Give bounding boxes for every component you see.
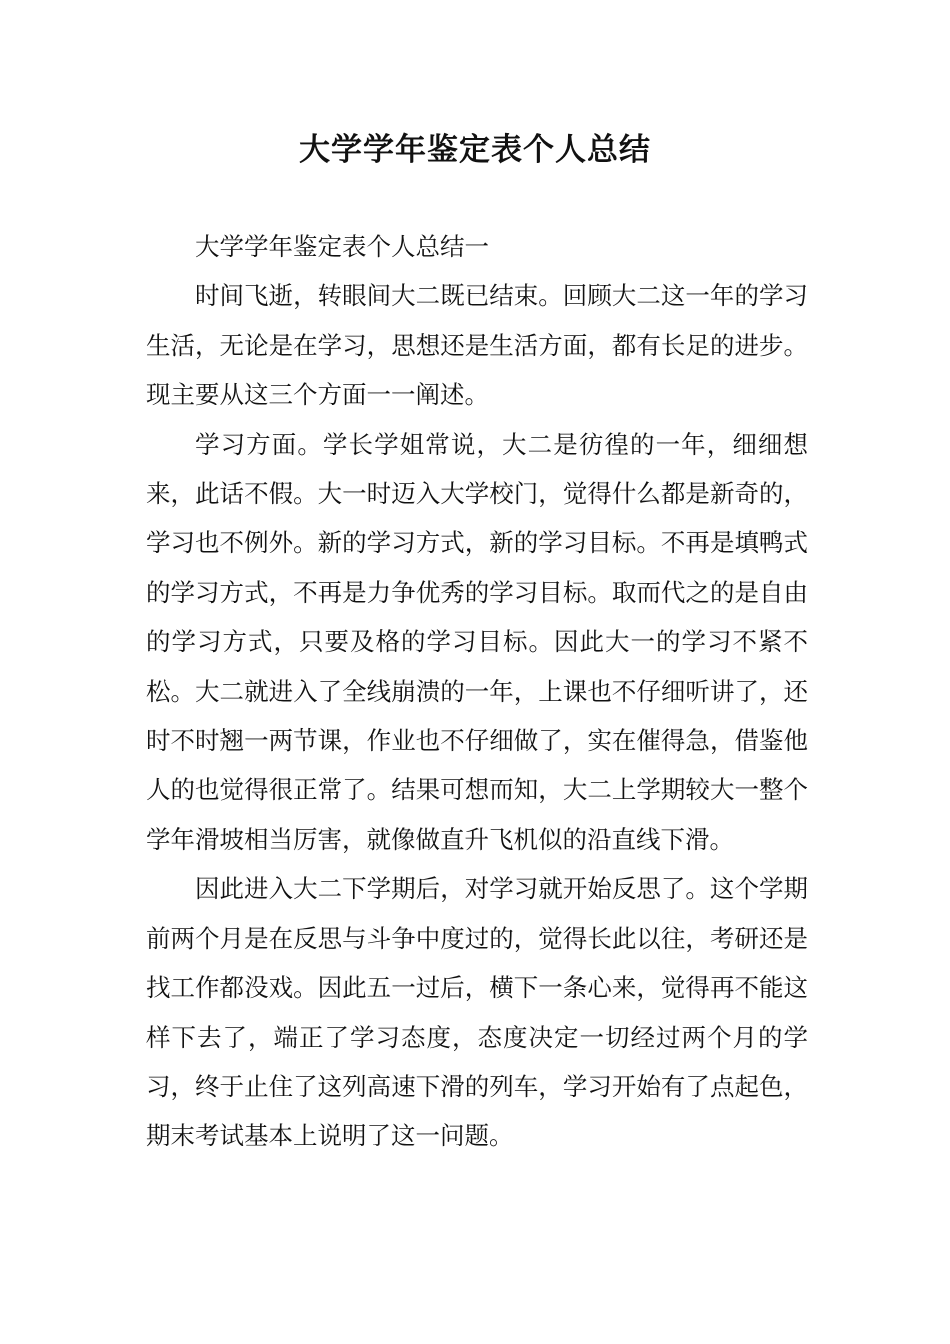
- paragraph: 因此进入大二下学期后，对学习就开始反思了。这个学期前两个月是在反思与斗争中度过的，觉得长此以往，考研还是找工作都没戏。因此五一过后，横下一条心来，觉得再不能这样下去了，端正了学习态度，态度决定一切经过两个月的学习，终于止住了这列高速下滑的列车，学习开始有了点起色，期末考试基本上说明了这一问题。: [146, 874, 808, 1151]
- paragraph: 学习方面。学长学姐常说，大二是彷徨的一年，细细想来，此话不假。大一时迈入大学校门，觉得什么都是新奇的，学习也不例外。新的学习方式，新的学习目标。不再是填鸭式的学习方式，不再是力争优秀的学习目标。取而代之的是自由的学习方式，只要及格的学习目标。因此大一的学习不紧不松。大二就进入了全线崩溃的一年，上课也不仔细听讲了，还时不时翘一两节课，作业也不仔细做了，实在催得急，借鉴他人的也觉得很正常了。结果可想而知，大二上学期较大一整个学年滑坡相当厉害，就像做直升飞机似的沿直线下滑。: [146, 429, 808, 854]
- paragraph-heading: 大学学年鉴定表个人总结一: [195, 232, 489, 261]
- document-body: [146, 222, 808, 1161]
- paragraph: 时间飞逝，转眼间大二既已结束。回顾大二这一年的学习生活，无论是在学习，思想还是生活方面，都有长足的进步。现主要从这三个方面一一阐述。: [146, 281, 808, 410]
- document-title: 大学学年鉴定表个人总结: [299, 132, 651, 168]
